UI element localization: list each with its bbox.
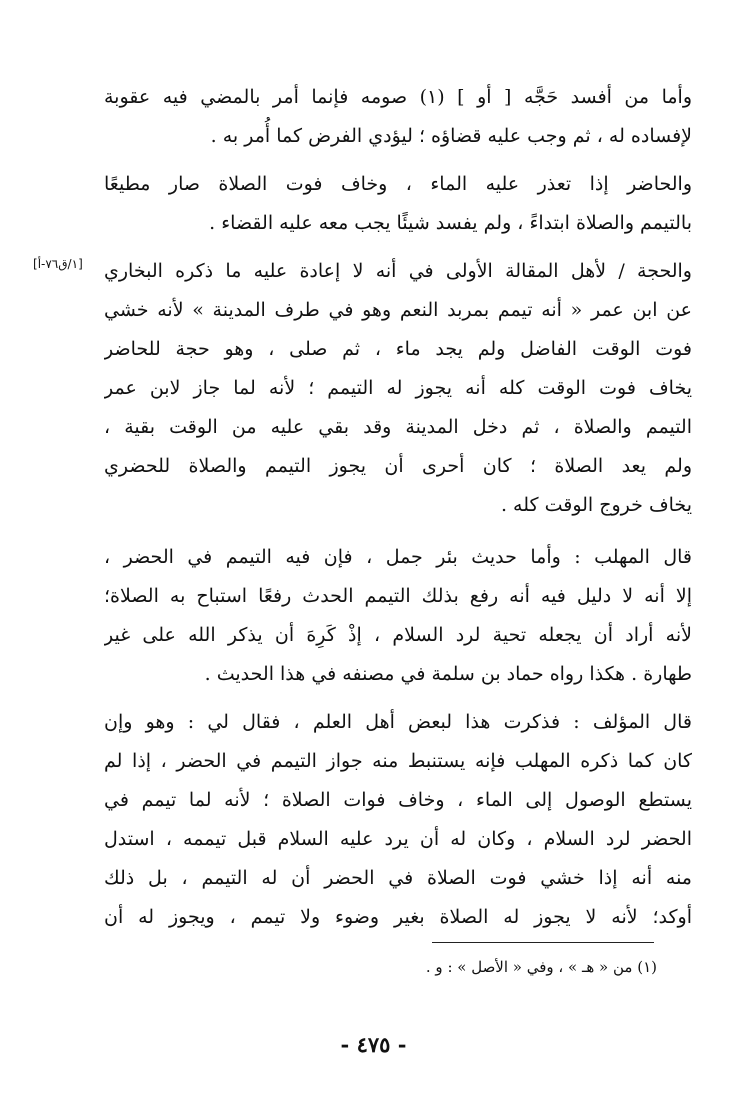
text-line: كان كما ذكره المهلب فإنه يستنبط منه جواز التيمم في الحضر ، إذا لم <box>104 750 692 772</box>
text-line: وأما من أفسد حَجَّه [ أو ] (١) صومه فإنما أمر بالمضي فيه عقوبة <box>104 86 692 108</box>
text-line: إلا أنه لا دليل فيه أنه رفع بذلك التيمم الحدث رفعًا استباح به الصلاة؛ <box>104 585 692 607</box>
text-line: طهارة . هكذا رواه حماد بن سلمة في مصنفه في هذا الحديث . <box>204 663 692 685</box>
footnote-divider <box>432 942 654 943</box>
paragraph-1 <box>104 78 692 156</box>
paragraph-4 <box>104 538 692 694</box>
paragraph-3 <box>104 252 692 525</box>
text-line: لأنه أراد أن يجعله تحية لرد السلام ، إذْ كَرِهَ أن يذكر الله على غير <box>104 624 692 646</box>
text-line: والحجة / لأهل المقالة الأولى في أنه لا إعادة عليه ما ذكره البخاري <box>104 260 692 282</box>
text-line: يخاف فوت الوقت كله أنه يجوز له التيمم ؛ لأنه لما جاز لابن عمر <box>104 377 692 399</box>
text-line: فوت الوقت الفاضل ولم يجد ماء ، ثم صلى ، وهو حجة للحاضر <box>104 338 692 360</box>
text-line: التيمم والصلاة ، ثم دخل المدينة وقد بقي عليه من الوقت بقية ، <box>104 416 692 438</box>
text-line: والحاضر إذا تعذر عليه الماء ، وخاف فوت الصلاة صار مطيعًا <box>104 173 692 195</box>
text-line: الحضر لرد السلام ، وكان له أن يرد عليه السلام قبل تيممه ، استدل <box>104 828 692 850</box>
footnote: (١) من « هـ » ، وفي « الأصل » : و . <box>425 958 657 976</box>
manuscript-folio-reference: [١/ق٧٦-أ] <box>33 257 83 271</box>
text-line: قال المؤلف : فذكرت هذا لبعض أهل العلم ، فقال لي : وهو وإن <box>104 711 692 733</box>
text-line: قال المهلب : وأما حديث بئر جمل ، فإن فيه التيمم في الحضر ، <box>104 546 692 568</box>
text-line: يستطع الوصول إلى الماء ، وخاف فوات الصلاة ؛ لأنه لما تيمم في <box>104 789 692 811</box>
text-line: ولم يعد الصلاة ؛ كان أحرى أن يجوز التيمم والصلاة للحضري <box>104 455 692 477</box>
text-line: يخاف خروج الوقت كله . <box>500 494 692 516</box>
paragraph-5 <box>104 703 692 937</box>
text-line: منه أنه إذا خشي فوت الصلاة في الحضر أن له التيمم ، بل ذلك <box>104 867 692 889</box>
text-line: لإفساده له ، ثم وجب عليه قضاؤه ؛ ليؤدي الفرض كما أُمر به . <box>210 125 692 147</box>
text-line: عن ابن عمر « أنه تيمم بمربد النعم وهو في طرف المدينة » لأنه خشي <box>104 299 692 321</box>
text-line: بالتيمم والصلاة ابتداءً ، ولم يفسد شيئًا يجب معه عليه القضاء . <box>209 212 692 234</box>
text-line: أوكد؛ لأنه لا يجوز له الصلاة بغير وضوء ولا تيمم ، ويجوز له أن <box>104 906 692 928</box>
paragraph-2 <box>104 165 692 243</box>
page-number: - ٤٧٥ - <box>340 1032 407 1057</box>
